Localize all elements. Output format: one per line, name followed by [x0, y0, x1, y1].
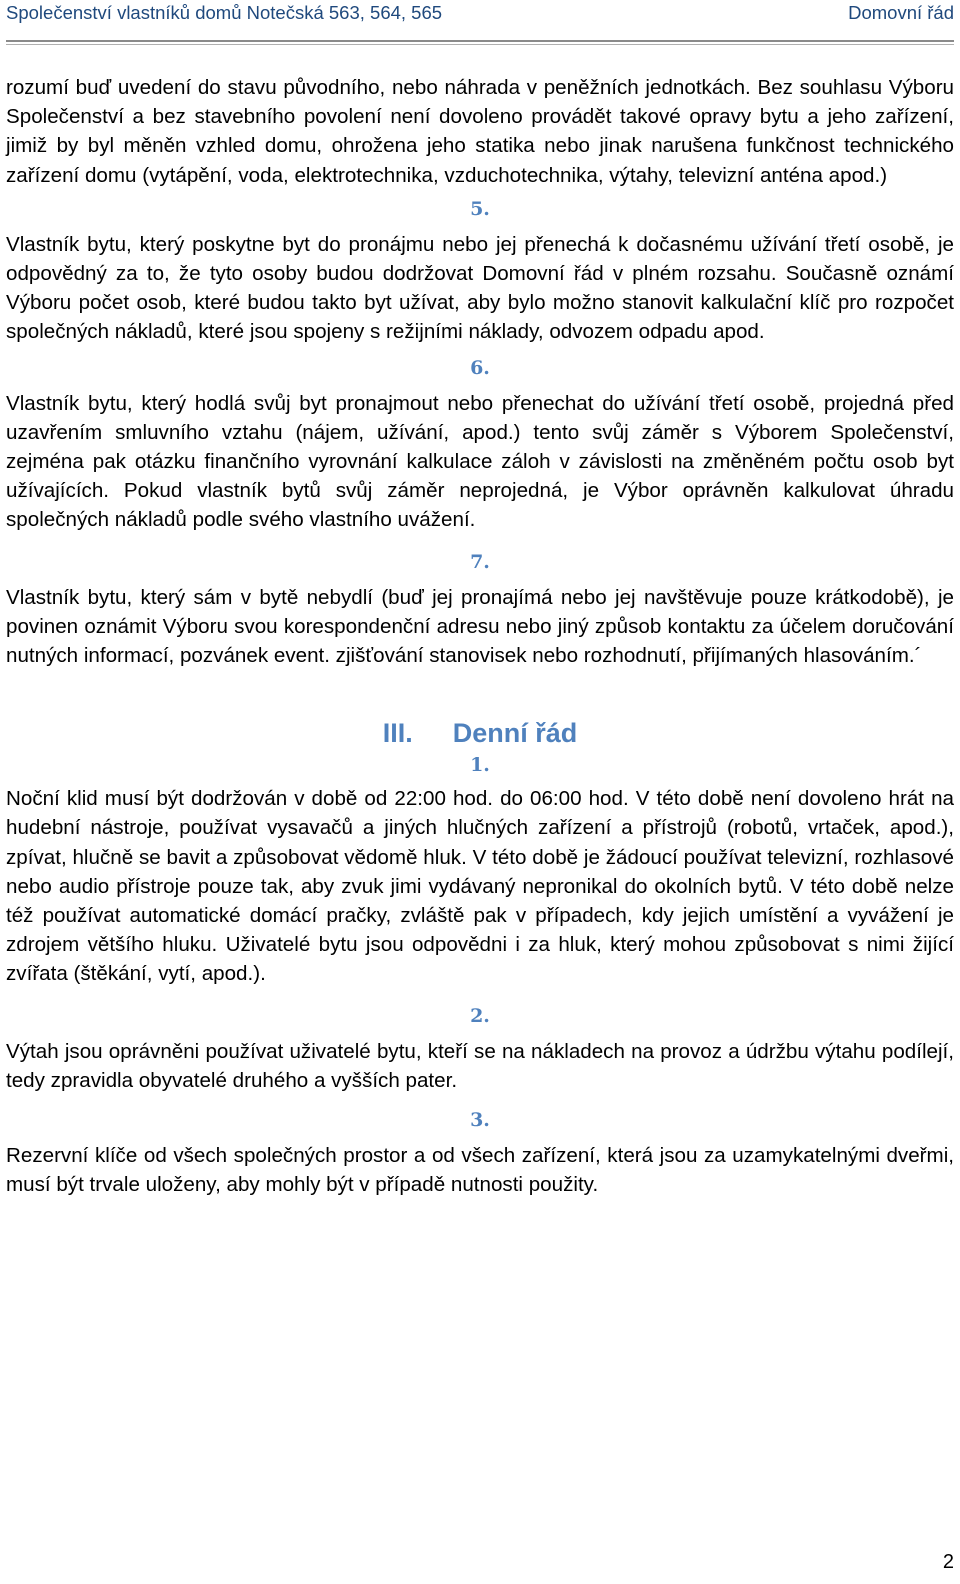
item-number-6: 6.	[470, 356, 490, 379]
paragraph-1: Noční klid musí být dodržován v době od 22:00 hod. do 06:00 hod. V této době není dovoleno hrát na hudební nástroje, používat vysavačů a jiných hlučných zařízení a přístrojů (robotů, vrtaček, apod.), zpívat, hlučně se bavit a způsobovat vědomě hluk. V této době je žádoucí používat televizní, rozhlasové nebo audio přístroje pouze tak, aby zvuk jimi vydávaný nepronikal do okolních bytů. V této době nelze též používat automatické domácí pračky, zvláště pak v případech, kdy jejich umístění a vyvážení je zdrojem většího hluku. Uživatelé bytu jsou odpovědni i za hluk, který mohou způsobovat s nimi žijící zvířata (štěkání, vytí, apod.).	[6, 787, 954, 986]
document-body	[6, 73, 954, 1199]
header-doc-name: Domovní řád	[848, 2, 954, 23]
page-number: 2	[942, 1551, 954, 1573]
page-header	[6, 0, 954, 40]
section-number: III.	[382, 718, 413, 749]
paragraph-6: Vlastník bytu, který hodlá svůj byt pronajmout nebo přenechat do užívání třetí osobě, projedná před uzavřením smluvního vztahu (nájem, užívání, apod.) tento svůj záměr s Výborem Společenství, zejména pak otázku finančního vyrovnání kalkulace záloh v závislosti na změněném počtu osob byt užívajících. Pokud vlastník bytů svůj záměr neprojedná, je Výbor oprávněn kalkulovat úhradu společných nákladů podle svého vlastního uvážení.	[6, 391, 954, 532]
section-heading	[6, 716, 954, 750]
paragraph-2: Výtah jsou oprávněni používat uživatelé bytu, kteří se na nákladech na provoz a údržbu výtahu podílejí, tedy zpravidla obyvatelé druhého a vyšších pater.	[6, 1039, 954, 1092]
paragraph-7: Vlastník bytu, který sám v bytě nebydlí (buď jej pronajímá nebo jej navštěvuje pouze krátkodobě), je povinen oznámit Výboru svou korespondenční adresu nebo jiný způsob kontaktu za účelem doručování nutných informací, pozvánek event. zjišťování stanovisek nebo rozhodnutí, přijímaných hlasováním.´	[6, 585, 954, 668]
section-title: Denní řád	[452, 718, 578, 749]
header-title: Společenství vlastníků domů Notečská 563, 564, 565	[6, 2, 443, 23]
item-number-5: 5.	[470, 197, 490, 220]
paragraph-3: Rezervní klíče od všech společných prostor a od všech zařízení, která jsou za uzamykatelnými dveřmi, musí být trvale uloženy, aby mohly být v případě nutnosti použity.	[6, 1144, 954, 1197]
header-rule-thin	[6, 44, 954, 45]
paragraph-continued: rozumí buď uvedení do stavu původního, nebo náhrada v peněžních jednotkách. Bez souhlasu Výboru Společenství a bez stavebního povolení není dovoleno provádět takové opravy bytu a jeho zařízení, jimiž by byl měněn vzhled domu, ohrožena jeho statika nebo jinak narušena funkčnost technického zařízení domu (vytápění, voda, elektrotechnika, vzduchotechnika, výtahy, televizní anténa apod.)	[6, 76, 954, 187]
item-number-3: 3.	[470, 1109, 490, 1132]
item-number-2: 2.	[470, 1004, 490, 1027]
paragraph-5: Vlastník bytu, který poskytne byt do pronájmu nebo jej přenechá k dočasnému užívání třetí osobě, je odpovědný za to, že tyto osoby budou dodržovat Domovní řád v plném rozsahu. Současně oznámí Výboru počet osob, které budou takto byt užívat, aby bylo možno stanovit kalkulační klíč pro rozpočet společných nákladů, které jsou spojeny s režijními náklady, odvozem odpadu apod.	[6, 232, 954, 344]
item-number-7: 7.	[470, 550, 490, 573]
item-number-1: 1.	[470, 754, 490, 777]
header-rule	[6, 40, 954, 42]
